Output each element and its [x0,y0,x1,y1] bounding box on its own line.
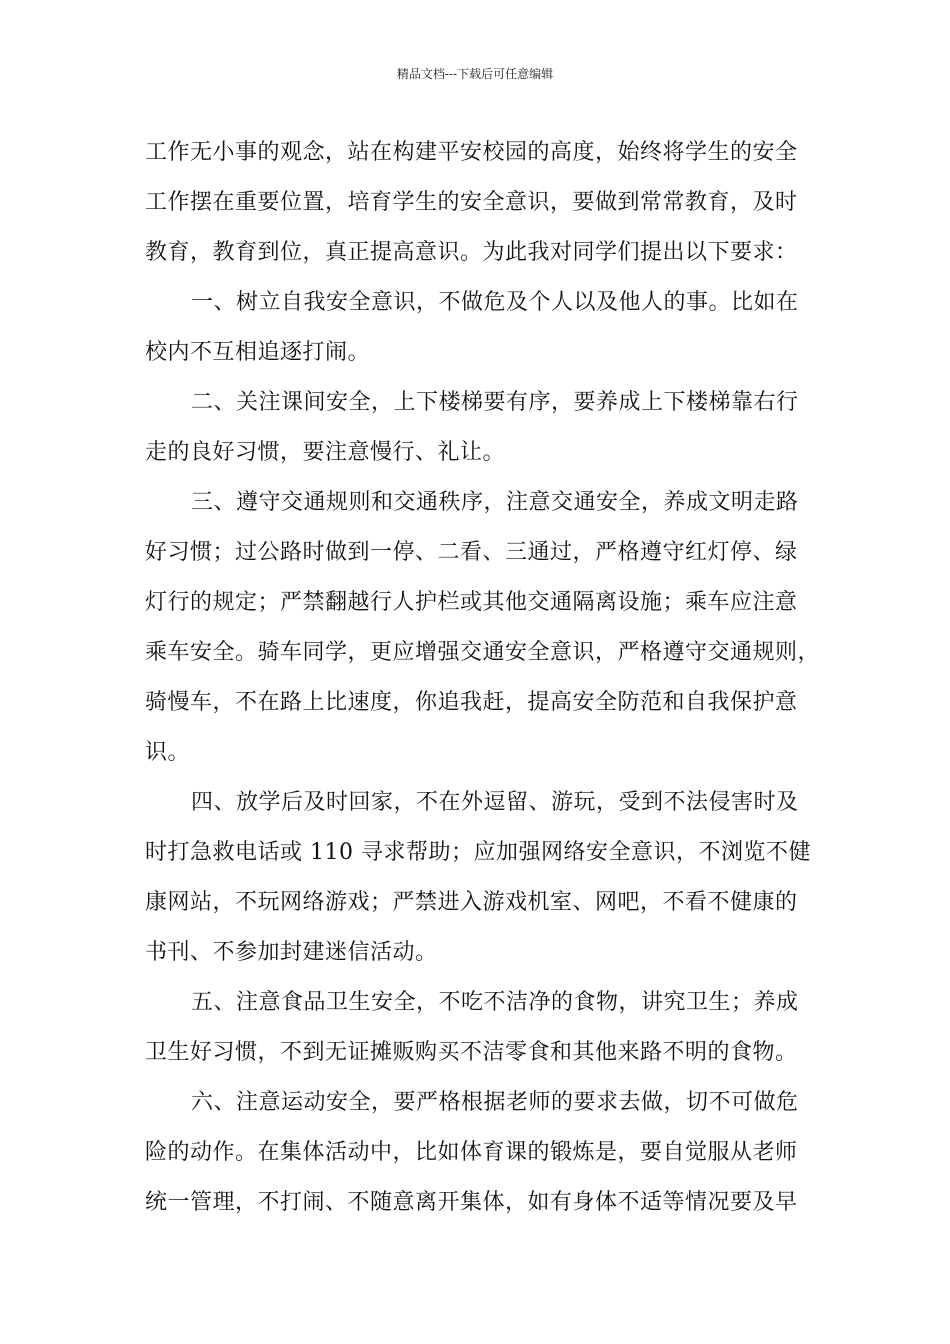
text-line: 乘车安全。骑车同学，更应增强交通安全意识，严格遵守交通规则， [145,640,821,665]
text-line: 走的良好习惯，要注意慢行、礼让。 [145,440,506,465]
text-line: 工作无小事的观念，站在构建平安校园的高度，始终将学生的安全 [145,140,798,165]
text-line: 康网站，不玩网络游戏；严禁进入游戏机室、网吧，不看不健康的 [145,890,798,915]
paragraph-first-line: 二、关注课间安全，上下楼梯要有序，要养成上下楼梯靠右行 [191,390,799,415]
text-line: 好习惯；过公路时做到一停、二看、三通过，严格遵守红灯停、绿 [145,540,798,565]
text-line: 时打急救电话或 110 寻求帮助；应加强网络安全意识，不浏览不健 [145,840,811,865]
text-line: 教育，教育到位，真正提高意识。为此我对同学们提出以下要求： [145,240,798,265]
text-line: 统一管理，不打闹、不随意离开集体，如有身体不适等情况要及早 [145,1190,798,1215]
text-line: 险的动作。在集体活动中，比如体育课的锻炼是，要自觉服从老师 [145,1140,798,1165]
text-line: 校内不互相追逐打闹。 [145,340,371,365]
paragraph-first-line: 五、注意食品卫生安全，不吃不洁净的食物，讲究卫生；养成 [191,990,799,1015]
paragraph-first-line: 三、遵守交通规则和交通秩序，注意交通安全，养成文明走路 [191,490,799,515]
text-line: 书刊、不参加封建迷信活动。 [145,940,438,965]
paragraph-first-line: 六、注意运动安全，要严格根据老师的要求去做，切不可做危 [191,1090,799,1115]
text-line: 识。 [145,740,191,765]
text-line: 卫生好习惯，不到无证摊贩购买不洁零食和其他来路不明的食物。 [145,1040,798,1065]
paragraph-first-line: 一、树立自我安全意识，不做危及个人以及他人的事。比如在 [191,290,799,315]
page-header: 精品文档---下载后可任意编辑 [396,67,554,81]
text-line: 灯行的规定；严禁翻越行人护栏或其他交通隔离设施；乘车应注意 [145,590,798,615]
text-line: 骑慢车，不在路上比速度，你追我赶，提高安全防范和自我保护意 [145,690,798,715]
document-body [145,128,821,1228]
text-line: 工作摆在重要位置，培育学生的安全意识，要做到常常教育，及时 [145,190,798,215]
paragraph-first-line: 四、放学后及时回家，不在外逗留、游玩，受到不法侵害时及 [191,790,799,815]
